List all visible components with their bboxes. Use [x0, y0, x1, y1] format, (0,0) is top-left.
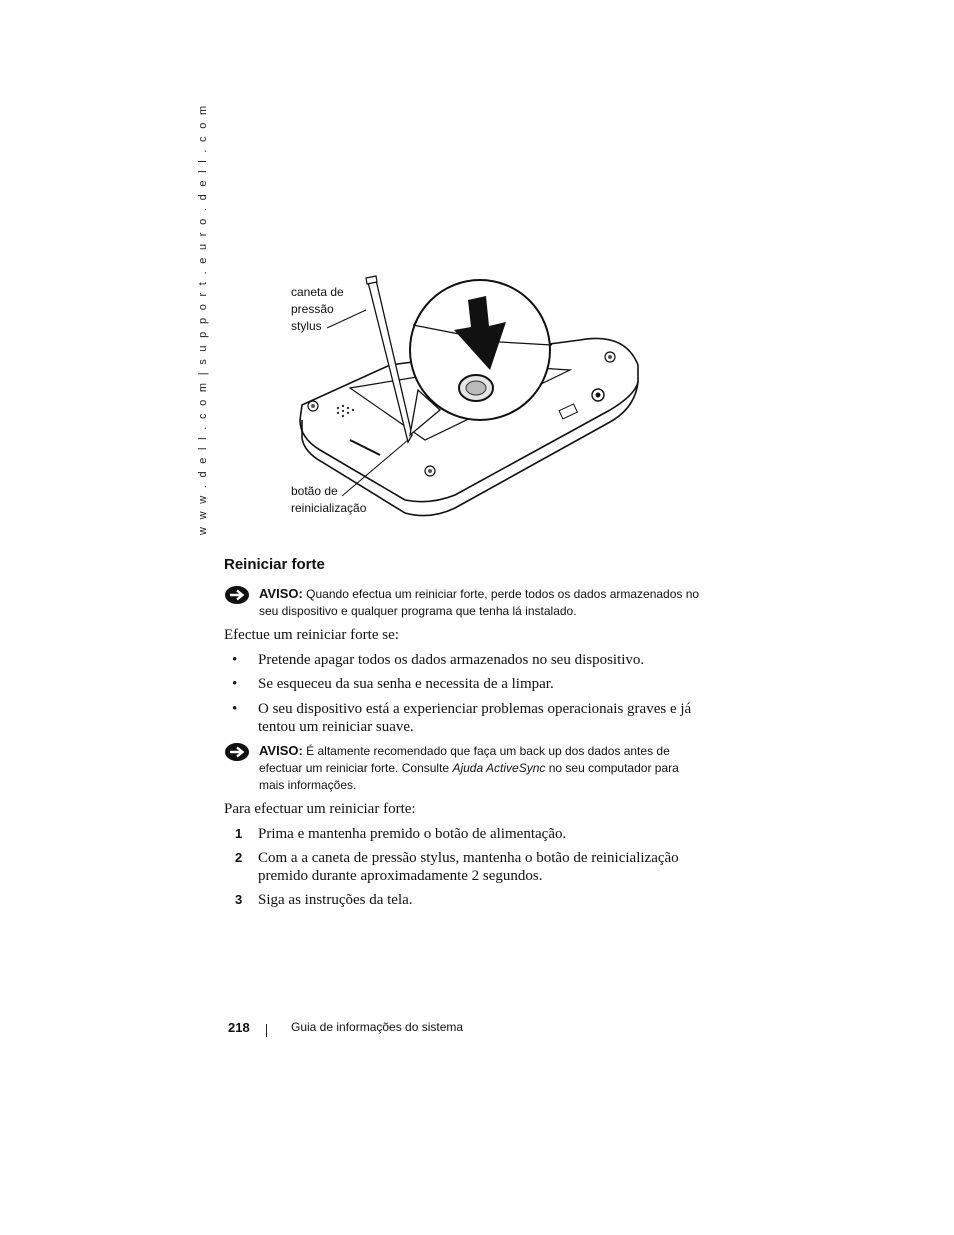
notice-2-italic-ref: Ajuda ActiveSync: [452, 761, 546, 775]
notice-2: [224, 742, 704, 794]
screw-1-center: [311, 404, 315, 408]
step-number: 2: [235, 850, 243, 865]
notice-2-body-end: no seu computador para mais informações.: [259, 761, 679, 792]
reset-button-center: [466, 381, 486, 395]
footer-title: Guia de informações do sistema: [291, 1020, 464, 1034]
bullet-item: [224, 700, 704, 736]
callout-reset-line-1: botão de: [291, 484, 338, 498]
headphone-jack-center: [596, 393, 601, 398]
callout-reset-line-2: reinicialização: [291, 501, 367, 515]
footer-divider: [266, 1024, 267, 1037]
intro-text: Efectue um reiniciar forte se:: [224, 627, 399, 643]
notice-icon: [224, 585, 250, 605]
notice-icon: [224, 742, 250, 762]
callout-stylus-line-1: caneta de: [291, 285, 344, 299]
step-item: [224, 891, 704, 909]
bullet-text: O seu dispositivo está a experienciar problemas operacionais graves e já tentou um reiniciar suave.: [258, 701, 692, 735]
bullet-marker: •: [232, 701, 238, 717]
step-text: Com a a caneta de pressão stylus, mantenha o botão de reinicialização premido durante aproximadamente 2 segundos.: [258, 850, 679, 884]
notice-1-label: AVISO:: [259, 586, 303, 601]
device-illustration: [280, 270, 660, 530]
callout-stylus-line-2: pressão: [291, 302, 334, 316]
step-text: Siga as instruções da tela.: [258, 892, 413, 908]
callout-stylus: [291, 284, 344, 335]
bullet-marker: •: [232, 652, 238, 668]
step-number: 1: [235, 826, 243, 841]
side-url: w w w . d e l l . c o m | s u p p o r t . e u r o . d e l l . c o m: [197, 103, 209, 535]
bullet-item: [224, 675, 704, 693]
step-item: [224, 825, 704, 843]
step-text: Prima e mantenha premido o botão de alimentação.: [258, 826, 567, 842]
notice-2-body-start: É altamente recomendado que faça um back up dos dados antes de efectuar um reiniciar forte. Consulte: [259, 744, 670, 775]
bullet-item: [224, 651, 704, 669]
step-number: 3: [235, 892, 243, 907]
section-heading: Reiniciar forte: [224, 556, 325, 573]
notice-2-text: [259, 742, 704, 794]
page-number: 218: [228, 1020, 250, 1035]
stylus-cap: [366, 276, 377, 284]
notice-1: [224, 585, 704, 620]
notice-2-label: AVISO:: [259, 743, 303, 758]
bullet-marker: •: [232, 676, 238, 692]
bullet-text: Pretende apagar todos os dados armazenados no seu dispositivo.: [258, 652, 645, 668]
notice-1-text: [259, 585, 704, 620]
callout-reset: [291, 483, 366, 517]
steps-intro-text: Para efectuar um reiniciar forte:: [224, 801, 416, 817]
screw-2-center: [428, 469, 432, 473]
screw-3-center: [608, 355, 612, 359]
notice-1-body: Quando efectua um reiniciar forte, perde todos os dados armazenados no seu dispositivo e qualquer programa que tenha lá instalado.: [259, 587, 700, 618]
step-item: [224, 849, 704, 885]
callout-stylus-line-3: stylus: [291, 319, 322, 333]
bullet-text: Se esqueceu da sua senha e necessita de a limpar.: [258, 676, 554, 692]
